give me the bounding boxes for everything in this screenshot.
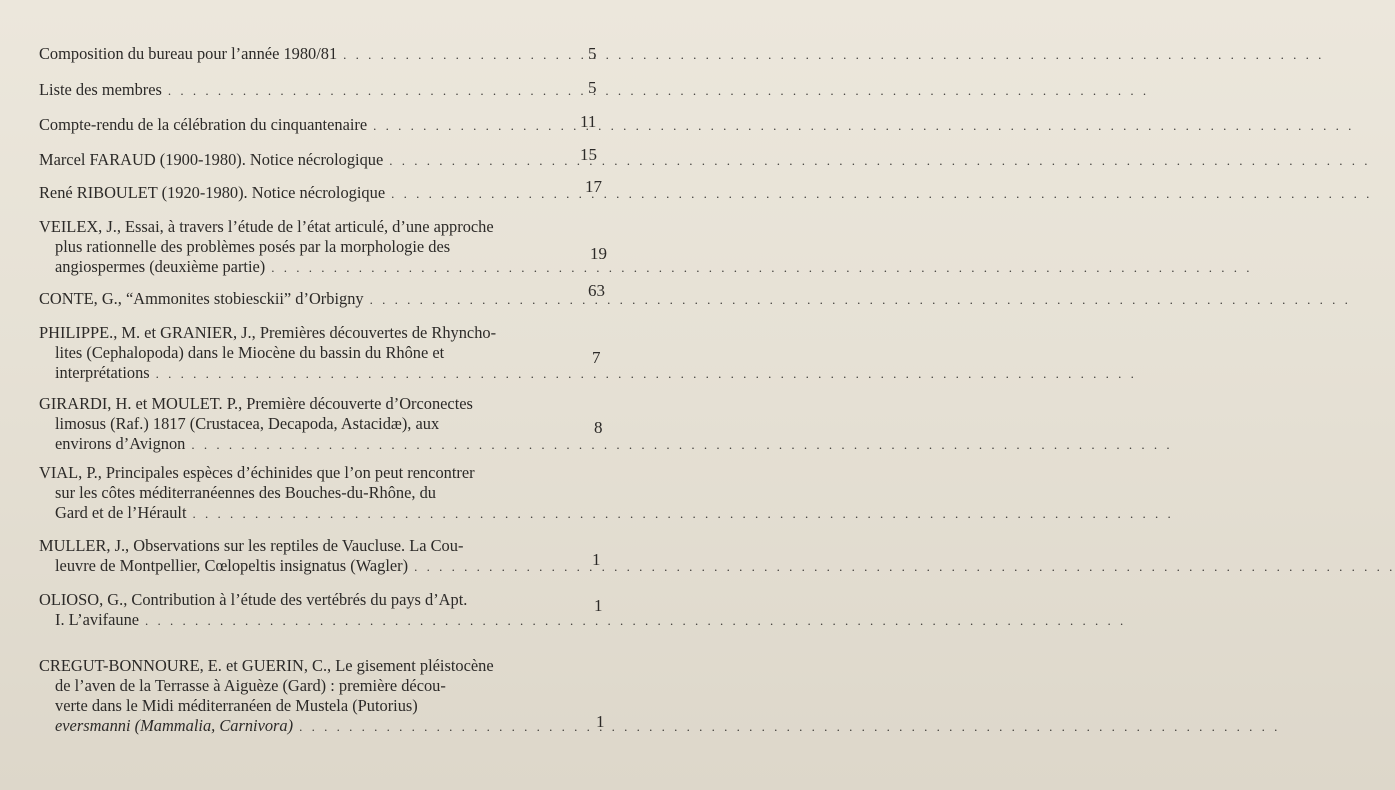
toc-entry-title-cont: eversmanni (Mammalia, Carnivora) [55, 716, 294, 735]
toc-page-number: 1 [596, 712, 605, 731]
toc-entry-title-cont: lites (Cephalopoda) dans le Miocène du bassin du Rhône et [55, 343, 445, 362]
toc-entry [39, 323, 559, 383]
toc-entry-title: VIAL, P., Principales espèces d’échinides que l’on peut rencontrer [39, 463, 475, 482]
toc-entry [39, 590, 559, 630]
toc-entry [39, 656, 559, 736]
toc-entry-title: MULLER, J., Observations sur les reptiles de Vaucluse. La Cou- [39, 536, 464, 555]
toc-entry [39, 536, 559, 576]
leader-dots [391, 184, 1372, 204]
toc-entry-title: VEILEX, J., Essai, à travers l’étude de l’état articulé, d’une approche [39, 217, 494, 236]
toc-page-number: 1 [592, 550, 601, 569]
toc-page-number: 19 [590, 244, 607, 263]
leader-dots [156, 364, 1137, 384]
leader-dots [299, 717, 1280, 737]
toc-entry-title-cont: I. L’avifaune [55, 610, 140, 629]
toc-entry [39, 44, 559, 64]
toc-page-number: 63 [588, 281, 605, 300]
toc-entry-title: Compte-rendu de la célébration du cinquantenaire [39, 115, 368, 134]
toc-entry-title: CREGUT-BONNOURE, E. et GUERIN, C., Le gisement pléistocène [39, 656, 494, 675]
toc-entry-title: OLIOSO, G., Contribution à l’étude des vertébrés du pays d’Apt. [39, 590, 468, 609]
toc-entry-title-cont: de l’aven de la Terrasse à Aiguèze (Gard) : première décou- [55, 676, 446, 695]
toc-entry [39, 289, 559, 309]
leader-dots [373, 116, 1354, 136]
toc-entry-title: PHILIPPE., M. et GRANIER, J., Premières découvertes de Rhyncho- [39, 323, 497, 342]
toc-page-number: 1 [594, 596, 603, 615]
toc-entry-title-cont: plus rationnelle des problèmes posés par la morphologie des [55, 237, 451, 256]
leader-dots [414, 557, 1395, 577]
toc-entry-title: Liste des membres [39, 80, 162, 99]
toc-page [0, 0, 607, 790]
toc-entry [39, 183, 559, 203]
leader-dots [389, 151, 1370, 171]
toc-page-number: 15 [580, 145, 597, 164]
toc-entry-title-cont: limosus (Raf.) 1817 (Crustacea, Decapoda, Astacidæ), aux [55, 414, 440, 433]
toc-entry-title-cont: angiospermes (deuxième partie) [55, 257, 266, 276]
toc-entry [39, 80, 559, 100]
toc-entry-title-cont: sur les côtes méditerranéennes des Bouches-du-Rhône, du [55, 483, 436, 502]
toc-page-number: 5 [588, 78, 597, 97]
toc-entry [39, 115, 559, 135]
leader-dots [191, 435, 1172, 455]
toc-page-number: 11 [580, 112, 597, 131]
leader-dots [145, 611, 1126, 631]
leader-dots [343, 45, 1324, 65]
toc-page-number: 17 [585, 177, 602, 196]
toc-page-number: 7 [592, 348, 601, 367]
toc-entry-title-cont: verte dans le Midi méditerranéen de Mustela (Putorius) [55, 696, 418, 715]
leader-dots [193, 504, 1174, 524]
toc-entry-title: Marcel FARAUD (1900-1980). Notice nécrologique [39, 150, 384, 169]
toc-entry-title: Composition du bureau pour l’année 1980/81 [39, 44, 338, 63]
toc-entry-title: GIRARDI, H. et MOULET. P., Première découverte d’Orconectes [39, 394, 473, 413]
toc-entry [39, 394, 559, 454]
toc-entry-title-cont: leuvre de Montpellier, Cœlopeltis insignatus (Wagler) [55, 556, 409, 575]
toc-entry-title-cont: environs d’Avignon [55, 434, 186, 453]
toc-page-number: 5 [588, 44, 597, 63]
toc-entry [39, 150, 559, 170]
leader-dots [370, 290, 1351, 310]
toc-entry [39, 463, 559, 523]
leader-dots [271, 258, 1252, 278]
toc-entry-title: René RIBOULET (1920-1980). Notice nécrologique [39, 183, 386, 202]
toc-entry [39, 217, 559, 277]
leader-dots [168, 81, 1149, 101]
toc-entry-title-cont: interprétations [55, 363, 150, 382]
toc-page-number: 8 [594, 418, 603, 437]
toc-entry-title: CONTE, G., “Ammonites stobiesckii” d’Orbigny [39, 289, 364, 308]
toc-entry-title-cont: Gard et de l’Hérault [55, 503, 187, 522]
